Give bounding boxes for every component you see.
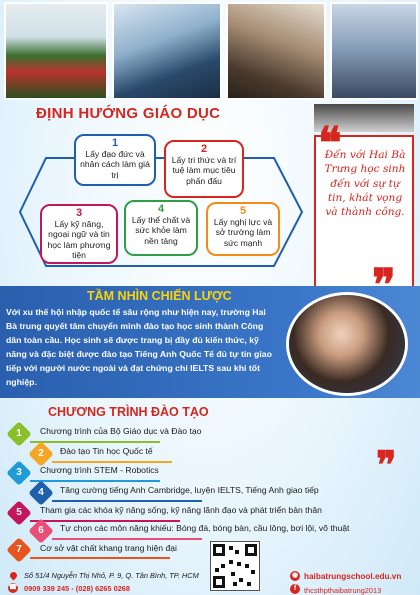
- facebook-icon: f: [290, 584, 300, 594]
- vision-text: Với xu thế hội nhập quốc tế sâu rộng như hiện nay, trường Hai Bà trung quyết tâm chuyển mình đào tạo học sinh thành Công dân toàn cầu. Học sinh sẽ được trang bị đầy đủ kiến thức, kỹ năng và đặc biệt được đào tạo Tiếng Anh Quốc Tế đủ tự tin giao tiếp với người nước ngoài và đạt chứng chỉ IELTS sau khi tốt nghiệp.: [6, 307, 272, 388]
- orientation-card-5-number: 5: [239, 205, 247, 217]
- program-item-1-number: 1: [16, 428, 22, 439]
- program-item-3-number: 3: [16, 467, 22, 478]
- students-computer-lab-photo: [112, 2, 222, 100]
- program-item-1-text: Chương trình của Bộ Giáo dục và Đào tạo: [40, 426, 202, 436]
- orientation-card-1-text: Lấy đạo đức và nhân cách làm giá trị: [80, 149, 150, 180]
- orientation-card-3: [40, 204, 118, 264]
- program-item-2-number: 2: [38, 448, 44, 459]
- program-item-5-bar: [30, 520, 180, 522]
- orientation-card-4: [124, 200, 198, 256]
- school-website[interactable]: haibatrungschool.edu.vn: [304, 572, 402, 581]
- phone-icon: ☎: [8, 584, 18, 591]
- program-item-5-number-badge: [6, 500, 31, 525]
- program-item-6-bar: [52, 538, 202, 540]
- motto-quote-text: Đến với Hai Bà Trưng học sinh đến với sự tự tin, khát vọng và thành công.: [324, 149, 406, 219]
- program-item-7-bar: [30, 557, 170, 559]
- program-item-7-number-badge: [6, 537, 31, 562]
- program-item-2-number-badge: [28, 441, 53, 466]
- orientation-card-1: [74, 134, 156, 186]
- program-item-4-number-badge: [28, 480, 53, 505]
- program-item-5-text: Tham gia các khóa kỹ năng sống, kỹ năng lãnh đạo và phát triển bản thân: [40, 505, 322, 515]
- orientation-card-2: [164, 140, 244, 198]
- students-music-class-photo: [226, 2, 326, 100]
- program-item-4-number: 4: [38, 487, 44, 498]
- program-item-1-number-badge: [6, 421, 31, 446]
- orientation-card-1-number: 1: [111, 137, 119, 149]
- program-item-6-text: Tự chọn các môn năng khiếu: Bóng đá, bóng bàn, cầu lông, bơi lội, võ thuật: [60, 523, 350, 533]
- orientation-card-2-text: Lấy tri thức và trí tuệ làm mục tiêu phấn đấu: [171, 155, 237, 186]
- program-item-3-number-badge: [6, 460, 31, 485]
- school-phone: 0909 339 245 - (028) 6265 0268: [24, 584, 131, 593]
- orientation-card-5: [206, 202, 280, 256]
- program-item-2-text: Đào tạo Tin học Quốc tế: [60, 446, 153, 456]
- student-portrait-photo: [286, 292, 408, 396]
- orientation-card-5-text: Lấy nghị lực và sở trường làm sức mạnh: [213, 217, 273, 248]
- program-item-7-text: Cơ sở vật chất khang trang hiện đại: [40, 543, 177, 553]
- program-item-4-bar: [52, 500, 202, 502]
- program-item-2-bar: [52, 461, 172, 463]
- program-item-6-number-badge: [28, 518, 53, 543]
- program-item-4-text: Tăng cường tiếng Anh Cambridge, luyện IELTS, Tiếng Anh giao tiếp: [60, 485, 319, 495]
- quote-open-icon: ❝: [318, 118, 342, 169]
- students-group-photo: [4, 2, 108, 100]
- program-item-6-number: 6: [38, 525, 44, 536]
- orientation-card-4-number: 4: [157, 203, 165, 215]
- program-item-5-number: 5: [16, 507, 22, 518]
- program-title: CHƯƠNG TRÌNH ĐÀO TẠO: [48, 405, 209, 419]
- orientation-title: ĐỊNH HƯỚNG GIÁO DỤC: [36, 105, 221, 122]
- students-tablet-class-photo: [330, 2, 418, 100]
- program-quote-icon: ❞: [376, 442, 397, 487]
- qr-code-pattern: [211, 542, 259, 590]
- globe-icon: ◉: [291, 572, 299, 579]
- school-address: Số 51/4 Nguyễn Thị Nhỏ, P. 9, Q. Tân Bình, TP. HCM: [24, 571, 199, 580]
- program-item-1-bar: [30, 441, 160, 443]
- vision-title: TẦM NHÌN CHIẾN LƯỢC: [87, 289, 232, 303]
- orientation-card-3-text: Lấy kỹ năng, ngoại ngữ và tin học làm phương tiện: [47, 219, 111, 260]
- program-item-3-bar: [30, 480, 160, 482]
- orientation-card-3-number: 3: [75, 207, 83, 219]
- school-facebook[interactable]: thcsthpthaibatrung2013: [304, 586, 382, 595]
- program-item-3-text: Chương trình STEM - Robotics: [40, 465, 159, 475]
- qr-code: [210, 541, 260, 591]
- program-item-7-number: 7: [16, 544, 22, 555]
- orientation-card-2-number: 2: [200, 143, 208, 155]
- orientation-card-4-text: Lấy thể chất và sức khỏe làm nền tảng: [131, 215, 191, 246]
